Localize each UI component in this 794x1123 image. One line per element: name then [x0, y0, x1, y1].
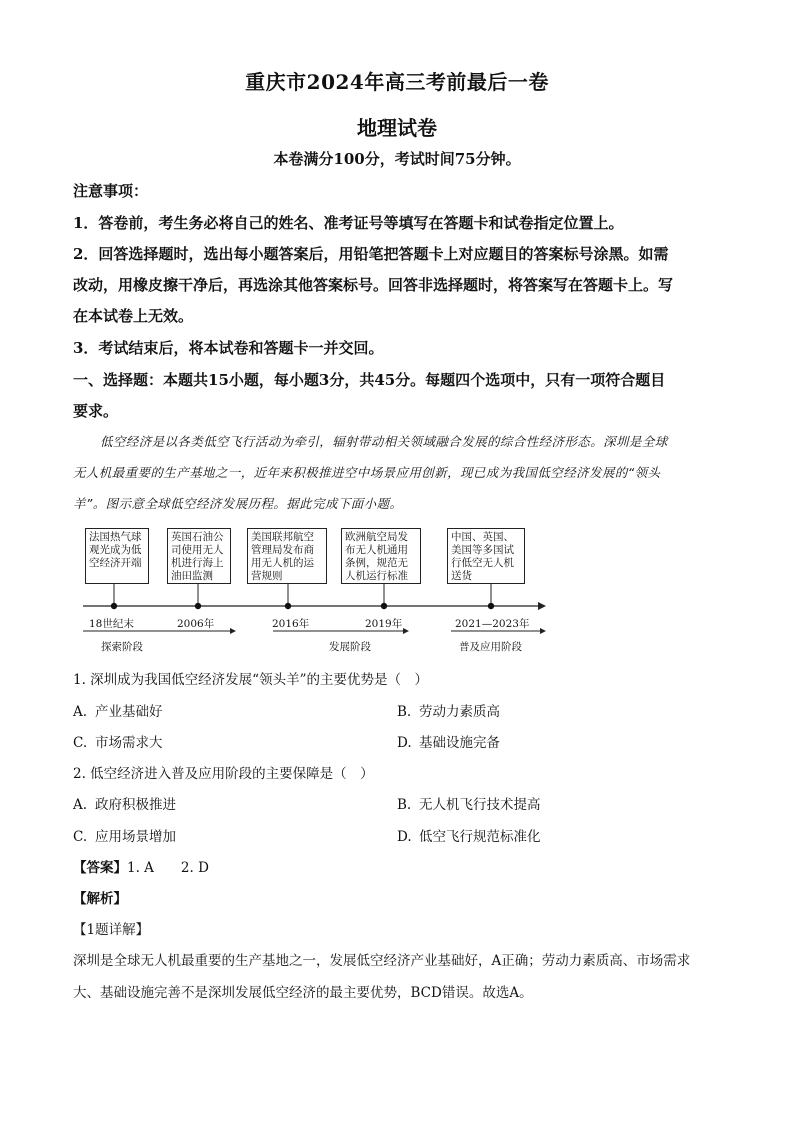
- subject-title: 地理试卷: [357, 116, 437, 140]
- option-key: D.: [397, 735, 412, 751]
- tick-label-3: 2016年: [272, 618, 310, 630]
- notice-item-2-line-2: 改动，用橡皮擦干净后，再选涂其他答案标号。回答非选择题时，将答案写在答题卡上。写: [73, 276, 674, 294]
- stage-label-2: 发展阶段: [329, 641, 371, 653]
- tick-label-5: 2021—2023年: [455, 618, 530, 630]
- option-text: 市场需求大: [95, 735, 163, 751]
- answer-text: 1. A 2. D: [127, 860, 209, 876]
- stage-1-arrowhead: [230, 628, 236, 634]
- question-1-stem: 1. 深圳成为我国低空经济发展“领头羊”的主要优势是（ ）: [73, 672, 428, 688]
- option-text: 劳动力素质高: [419, 704, 500, 720]
- answer-line: [73, 858, 209, 878]
- notice-item-1: 1．答卷前，考生务必将自己的姓名、准考证号等填写在答题卡和试卷指定位置上。: [73, 214, 624, 232]
- passage-line-1: 低空经济是以各类低空飞行活动为牵引，辐射带动相关领域融合发展的综合性经济形态。深圳是全球: [100, 434, 668, 449]
- answer-label: 【答案】: [73, 860, 127, 876]
- q2-option-a: [73, 795, 176, 815]
- q1-option-d: [397, 733, 500, 753]
- tick-label-4: 2019年: [365, 618, 403, 630]
- q1-option-a: [73, 702, 163, 722]
- tick-dot-2: [195, 603, 201, 609]
- section-heading-line-2: 要求。: [73, 402, 119, 420]
- analysis-sub-label: 【1题详解】: [73, 922, 150, 938]
- option-key: B.: [397, 704, 412, 720]
- option-text: 应用场景增加: [95, 829, 176, 845]
- tick-dot-1: [111, 603, 117, 609]
- option-key: D.: [397, 829, 412, 845]
- notice-item-2-line-1: 2．回答选择题时，选出每小题答案后，用铅笔把答题卡上对应题目的答案标号涂黑。如需: [73, 245, 669, 263]
- option-key: C.: [73, 735, 88, 751]
- exam-title: 重庆市2024年高三考前最后一卷: [245, 70, 549, 94]
- question-2-stem: 2. 低空经济进入普及应用阶段的主要保障是（ ）: [73, 766, 374, 782]
- timeline-event-1: 法国热气球观光成为低空经济开端: [85, 528, 149, 584]
- tick-label-2: 2006年: [177, 618, 215, 630]
- option-text: 无人机飞行技术提高: [419, 797, 541, 813]
- option-key: C.: [73, 829, 88, 845]
- notice-item-3: 3．考试结束后，将本试卷和答题卡一并交回。: [73, 339, 384, 357]
- tick-dot-3: [285, 603, 291, 609]
- stage-2-arrowhead: [403, 628, 409, 634]
- stage-label-3: 普及应用阶段: [459, 641, 522, 653]
- notice-item-2-line-3: 在本试卷上无效。: [73, 307, 194, 325]
- option-key: A.: [73, 704, 88, 720]
- timeline-event-5: 中国、英国、美国等多国试行低空无人机送货: [447, 528, 525, 584]
- analysis-line-1: 深圳是全球无人机最重要的生产基地之一，发展低空经济产业基础好，A正确；劳动力素质高、市场需求: [73, 953, 691, 969]
- timeline-event-3: 美国联邦航空管理局发布商用无人机的运营规则: [247, 528, 327, 584]
- q1-option-b: [397, 702, 500, 722]
- option-text: 政府积极推进: [95, 797, 176, 813]
- tick-dot-5: [488, 603, 494, 609]
- option-key: B.: [397, 797, 412, 813]
- q2-option-d: [397, 827, 541, 847]
- timeline-figure: [73, 520, 553, 660]
- passage-line-2: 无人机最重要的生产基地之一，近年来积极推进空中场景应用创新，现已成为我国低空经济发展的“领头: [73, 465, 661, 480]
- section-heading-line-1: 一、选择题：本题共15小题，每小题3分，共45分。每题四个选项中，只有一项符合题目: [73, 371, 666, 389]
- tick-label-1: 18世纪末: [89, 618, 134, 630]
- stage-3-arrowhead: [540, 628, 546, 634]
- q2-option-b: [397, 795, 541, 815]
- main-axis-arrow: [538, 602, 546, 610]
- analysis-label: 【解析】: [73, 891, 127, 907]
- stage-label-1: 探索阶段: [101, 641, 143, 653]
- score-time-note: 本卷满分100分，考试时间75分钟。: [273, 150, 521, 168]
- q2-option-c: [73, 827, 176, 847]
- analysis-line-2: 大、基础设施完善不是深圳发展低空经济的最主要优势，BCD错误。故选A。: [73, 985, 533, 1001]
- option-text: 产业基础好: [95, 704, 163, 720]
- q1-option-c: [73, 733, 163, 753]
- timeline-event-2: 英国石油公司使用无人机进行海上油田监测: [167, 528, 231, 584]
- option-text: 低空飞行规范标准化: [419, 829, 541, 845]
- notice-heading: 注意事项：: [73, 182, 149, 200]
- option-text: 基础设施完备: [419, 735, 500, 751]
- passage-line-3: 羊”。图示意全球低空经济发展历程。据此完成下面小题。: [73, 496, 403, 511]
- tick-dot-4: [381, 603, 387, 609]
- option-key: A.: [73, 797, 88, 813]
- timeline-event-4: 欧洲航空局发布无人机通用条例，规范无人机运行标准: [341, 528, 421, 584]
